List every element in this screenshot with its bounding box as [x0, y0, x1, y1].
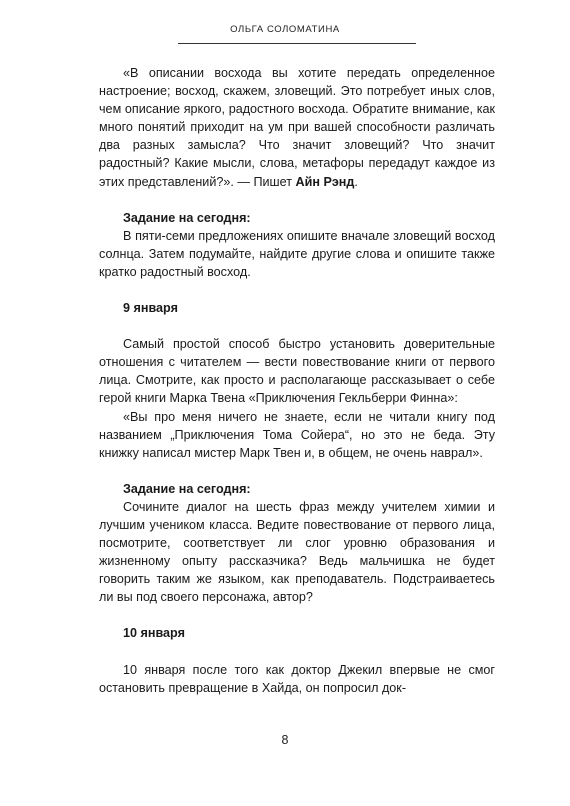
day10-heading: 10 января: [123, 626, 185, 641]
body-text: [99, 64, 495, 697]
running-head-author: ОЛЬГА СОЛОМАТИНА: [230, 24, 340, 35]
rand-quote-end: .: [354, 174, 358, 189]
page-number: 8: [281, 733, 289, 747]
rand-quote-text: «В описании восхода вы хотите передать определенное настроение; восход, скажем, зловещий. Это потребует иных слов, чем описание яркого, радостного восхода. Обратите внимание, как много понятий приходит на ум при вашей способности различать два разных замысла? Что значит зловещий? Что значит радостный? Какие мысли, слова, метафоры передадут каждое из этих представлений?». — Пишет: [99, 66, 495, 189]
day9-heading: 9 января: [123, 301, 178, 316]
task2-text: Сочините диалог на шесть фраз между учителем химии и лучшим учеником класса. Ведите повествование от первого лица, посмотрите, соответствует ли слог уровню образования и жизненному опыту рассказчика? Ведь мальчишка не будет говорить таким же языком, как преподаватель. Подстраиваетесь ли вы под своего персонажа, автор?: [99, 499, 495, 605]
day10-text: 10 января после того как доктор Джекил впервые не смог остановить превращение в Хайда, он попросил док-: [99, 662, 495, 695]
paragraph-rand-quote: [99, 64, 495, 191]
task1-text: В пяти-семи предложениях опишите вначале зловещий восход солнца. Затем подумайте, найдите другие слова и опишите также кратко радостный восход.: [99, 228, 495, 279]
day9-quote: «Вы про меня ничего не знаете, если не читали книгу под названием „Приключения Тома Сойера“, но это не беда. Эту книжку написал мистер Марк Твен и, в общем, не очень наврал».: [99, 409, 495, 460]
task2-heading: Задание на сегодня:: [123, 481, 251, 496]
day9-text: Самый простой способ быстро установить доверительные отношения с читателем — вести повествование книги от первого лица. Смотрите, как просто и располагающе рассказывает о себе герой книги Марка Твена «Приключения Гекльберри Финна»:: [99, 337, 495, 406]
rand-author-name: Айн Рэнд: [295, 174, 355, 189]
header-rule: [178, 43, 416, 44]
task1-heading: Задание на сегодня:: [123, 210, 251, 225]
